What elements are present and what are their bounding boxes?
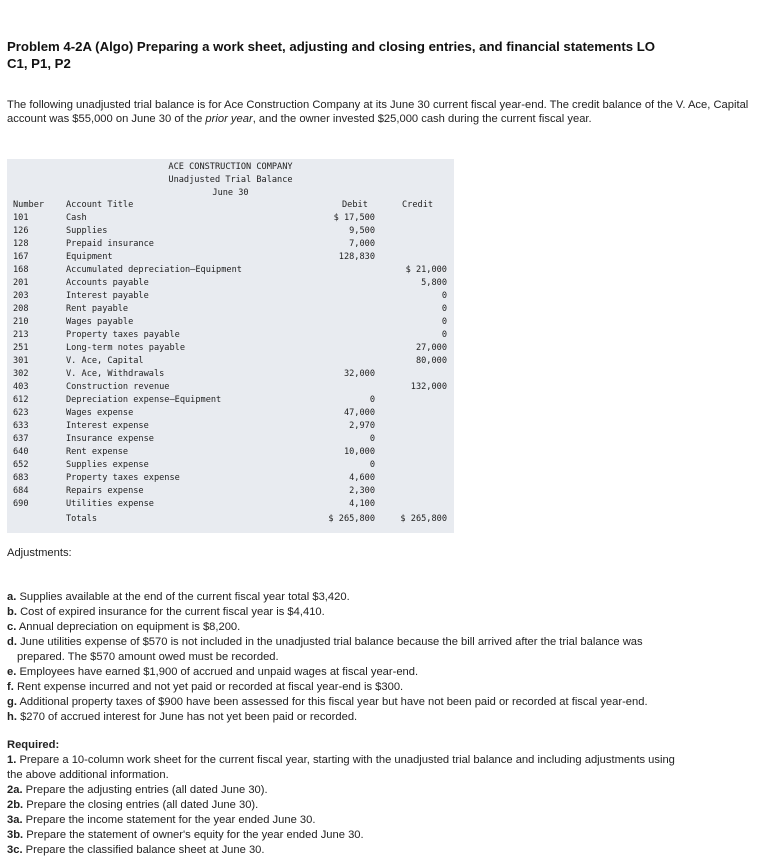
tb-cell-number: 302 <box>13 369 29 379</box>
required-item <box>7 783 762 798</box>
adjustments-list <box>7 590 757 725</box>
tb-cell-number: 126 <box>13 226 29 236</box>
tb-row <box>7 382 454 395</box>
tb-cell-number: 690 <box>13 499 29 509</box>
tb-row <box>7 473 454 486</box>
tb-cell-credit: 0 <box>441 330 447 340</box>
tb-cell-number: 633 <box>13 421 29 431</box>
adjustment-item <box>7 605 757 620</box>
tb-cell-number: 167 <box>13 252 29 262</box>
tb-cell-title: Interest payable <box>66 291 149 301</box>
tb-cell-debit: 9,500 <box>349 226 375 236</box>
tb-row <box>7 356 454 369</box>
required-number: 1. <box>7 754 17 766</box>
required-number: 3c. <box>7 844 23 856</box>
tb-cell-number: 301 <box>13 356 29 366</box>
adjustment-text: Rent expense incurred and not yet paid or recorded at fiscal year-end is $300. <box>16 681 404 693</box>
tb-cell-credit: 0 <box>441 317 447 327</box>
tb-cell-title: Rent payable <box>66 304 129 314</box>
required-text: Prepare the statement of owner's equity for the year ended June 30. <box>26 829 364 841</box>
tb-row <box>7 291 454 304</box>
tb-cell-debit: 4,100 <box>349 499 375 509</box>
tb-row <box>7 499 454 512</box>
tb-cell-number: 403 <box>13 382 29 392</box>
required-text: Prepare the classified balance sheet at June 30. <box>25 844 265 856</box>
tb-cell-debit: 32,000 <box>343 369 375 379</box>
tb-cell-credit: 5,800 <box>421 278 447 288</box>
tb-cell-number: 208 <box>13 304 29 314</box>
tb-cell-debit: 47,000 <box>343 408 375 418</box>
tb-cell-credit: 27,000 <box>415 343 447 353</box>
adjustment-text: Cost of expired insurance for the current fiscal year is $4,410. <box>20 606 325 618</box>
required-number: 2b. <box>7 799 24 811</box>
tb-header-debit: Debit <box>342 200 368 210</box>
tb-row <box>7 252 454 265</box>
tb-row <box>7 304 454 317</box>
intro-part-1: The following unadjusted trial balance is for Ace Construction Company at its June 30 current fiscal year-end. The credit balance of the V. Ace, Capital account was $55,000 on June 30 of the <box>7 99 749 125</box>
tb-cell-title: Interest expense <box>66 421 149 431</box>
tb-cell-debit: 4,600 <box>349 473 375 483</box>
tb-row <box>7 421 454 434</box>
tb-cell-credit: $ 265,800 <box>400 514 447 524</box>
tb-cell-title: Prepaid insurance <box>66 239 154 249</box>
tb-cell-debit: $ 265,800 <box>328 514 375 524</box>
title-line-1: Problem 4-2A (Algo) Preparing a work sheet, adjusting and closing entries, and financial statements LO <box>7 39 656 54</box>
tb-cell-number: 684 <box>13 486 29 496</box>
tb-cell-number: 168 <box>13 265 29 275</box>
tb-row <box>7 434 454 447</box>
required-list <box>7 753 762 858</box>
tb-cell-number: 640 <box>13 447 29 457</box>
tb-cell-debit: 128,830 <box>338 252 375 262</box>
intro-paragraph <box>7 98 762 126</box>
tb-cell-title: Insurance expense <box>66 434 154 444</box>
tb-cell-number: 128 <box>13 239 29 249</box>
required-number: 3b. <box>7 829 24 841</box>
adjustment-letter: d. <box>7 636 17 648</box>
required-label: Required: <box>7 739 60 751</box>
tb-cell-number: 652 <box>13 460 29 470</box>
adjustments-label: Adjustments: <box>7 547 72 559</box>
tb-cell-title: Construction revenue <box>66 382 170 392</box>
tb-row <box>7 395 454 408</box>
adjustment-letter: a. <box>7 591 17 603</box>
adjustment-text: Additional property taxes of $900 have been assessed for this fiscal year but have not been paid or recorded at fiscal year-end. <box>19 696 648 708</box>
tb-cell-debit: 2,970 <box>349 421 375 431</box>
tb-cell-credit: 80,000 <box>415 356 447 366</box>
adjustment-letter: g. <box>7 696 17 708</box>
tb-header-title: Account Title <box>66 200 134 210</box>
tb-cell-debit: 2,300 <box>349 486 375 496</box>
required-item <box>7 798 762 813</box>
tb-row <box>7 343 454 356</box>
tb-cell-debit: 10,000 <box>343 447 375 457</box>
tb-row <box>7 213 454 226</box>
tb-cell-title: Accounts payable <box>66 278 149 288</box>
tb-company: ACE CONSTRUCTION COMPANY <box>168 162 293 172</box>
tb-row <box>7 330 454 343</box>
tb-cell-number: 201 <box>13 278 29 288</box>
tb-cell-title: Utilities expense <box>66 499 154 509</box>
tb-row <box>7 514 454 527</box>
tb-cell-debit: $ 17,500 <box>333 213 375 223</box>
tb-cell-title: Wages payable <box>66 317 134 327</box>
tb-cell-title: V. Ace, Withdrawals <box>66 369 165 379</box>
intro-part-2: , and the owner invested $25,000 cash during the current fiscal year. <box>252 113 592 125</box>
required-text: Prepare the income statement for the year ended June 30. <box>25 814 316 826</box>
intro-emphasis: prior year <box>205 113 253 125</box>
tb-cell-title: Depreciation expense—Equipment <box>66 395 222 405</box>
tb-row <box>7 265 454 278</box>
required-text: Prepare a 10-column work sheet for the current fiscal year, starting with the unadjusted trial balance and including adjustments using <box>19 754 675 766</box>
tb-row <box>7 278 454 291</box>
tb-cell-title: Totals <box>66 514 98 524</box>
required-number: 2a. <box>7 784 23 796</box>
tb-cell-number: 210 <box>13 317 29 327</box>
tb-cell-debit: 0 <box>369 395 375 405</box>
tb-cell-number: 623 <box>13 408 29 418</box>
tb-cell-debit: 0 <box>369 460 375 470</box>
tb-cell-number: 251 <box>13 343 29 353</box>
tb-cell-title: Equipment <box>66 252 113 262</box>
tb-row <box>7 239 454 252</box>
adjustment-text: $270 of accrued interest for June has not yet been paid or recorded. <box>20 711 358 723</box>
tb-cell-credit: 0 <box>441 291 447 301</box>
adjustment-letter: f. <box>7 681 14 693</box>
required-item <box>7 843 762 858</box>
adjustment-letter: c. <box>7 621 17 633</box>
adjustment-letter: b. <box>7 606 17 618</box>
tb-cell-number: 101 <box>13 213 29 223</box>
tb-cell-title: V. Ace, Capital <box>66 356 144 366</box>
required-item <box>7 813 762 828</box>
adjustment-text: Annual depreciation on equipment is $8,200. <box>18 621 241 633</box>
tb-cell-number: 213 <box>13 330 29 340</box>
problem-title <box>7 38 762 72</box>
tb-header-credit: Credit <box>402 200 434 210</box>
adjustment-text: Supplies available at the end of the current fiscal year total $3,420. <box>19 591 350 603</box>
adjustment-letter: h. <box>7 711 17 723</box>
trial-balance-table <box>7 159 454 533</box>
tb-cell-title: Property taxes payable <box>66 330 180 340</box>
tb-row <box>7 317 454 330</box>
tb-cell-credit: 0 <box>441 304 447 314</box>
required-item <box>7 753 762 768</box>
adjustment-item <box>7 620 757 635</box>
adjustment-item <box>7 695 757 710</box>
tb-row <box>7 460 454 473</box>
required-text: Prepare the adjusting entries (all dated June 30). <box>25 784 268 796</box>
tb-row <box>7 408 454 421</box>
tb-date: June 30 <box>212 188 249 198</box>
adjustment-item <box>7 590 757 605</box>
required-text: Prepare the closing entries (all dated June 30). <box>26 799 259 811</box>
tb-cell-debit: 7,000 <box>349 239 375 249</box>
required-item <box>7 828 762 843</box>
tb-row <box>7 486 454 499</box>
adjustment-item <box>7 665 757 680</box>
adjustment-letter: e. <box>7 666 17 678</box>
tb-cell-title: Wages expense <box>66 408 134 418</box>
required-number: 3a. <box>7 814 23 826</box>
tb-cell-title: Rent expense <box>66 447 129 457</box>
adjustment-item <box>7 635 757 650</box>
adjustment-text: Employees have earned $1,900 of accrued and unpaid wages at fiscal year-end. <box>19 666 419 678</box>
tb-row <box>7 447 454 460</box>
tb-row <box>7 369 454 382</box>
tb-header-number: Number <box>13 200 45 210</box>
tb-cell-title: Supplies expense <box>66 460 149 470</box>
tb-cell-title: Repairs expense <box>66 486 144 496</box>
tb-row <box>7 226 454 239</box>
tb-cell-number: 612 <box>13 395 29 405</box>
tb-cell-credit: $ 21,000 <box>405 265 447 275</box>
tb-cell-debit: 0 <box>369 434 375 444</box>
tb-cell-number: 203 <box>13 291 29 301</box>
adjustment-item <box>7 710 757 725</box>
tb-header-row <box>7 200 454 213</box>
adjustment-text-continued: prepared. The $570 amount owed must be recorded. <box>17 651 279 663</box>
adjustment-item <box>7 680 757 695</box>
title-line-2: C1, P1, P2 <box>7 56 71 71</box>
tb-cell-title: Cash <box>66 213 87 223</box>
tb-cell-title: Accumulated depreciation—Equipment <box>66 265 242 275</box>
tb-cell-title: Property taxes expense <box>66 473 180 483</box>
tb-subtitle: Unadjusted Trial Balance <box>168 175 293 185</box>
adjustment-text: June utilities expense of $570 is not included in the unadjusted trial balance because the bill arrived after the trial balance was <box>20 636 643 648</box>
required-text-continued: the above additional information. <box>7 769 169 781</box>
tb-cell-number: 683 <box>13 473 29 483</box>
tb-cell-number: 637 <box>13 434 29 444</box>
tb-cell-title: Long-term notes payable <box>66 343 185 353</box>
tb-cell-title: Supplies <box>66 226 108 236</box>
tb-cell-credit: 132,000 <box>410 382 447 392</box>
required-section <box>7 738 762 858</box>
